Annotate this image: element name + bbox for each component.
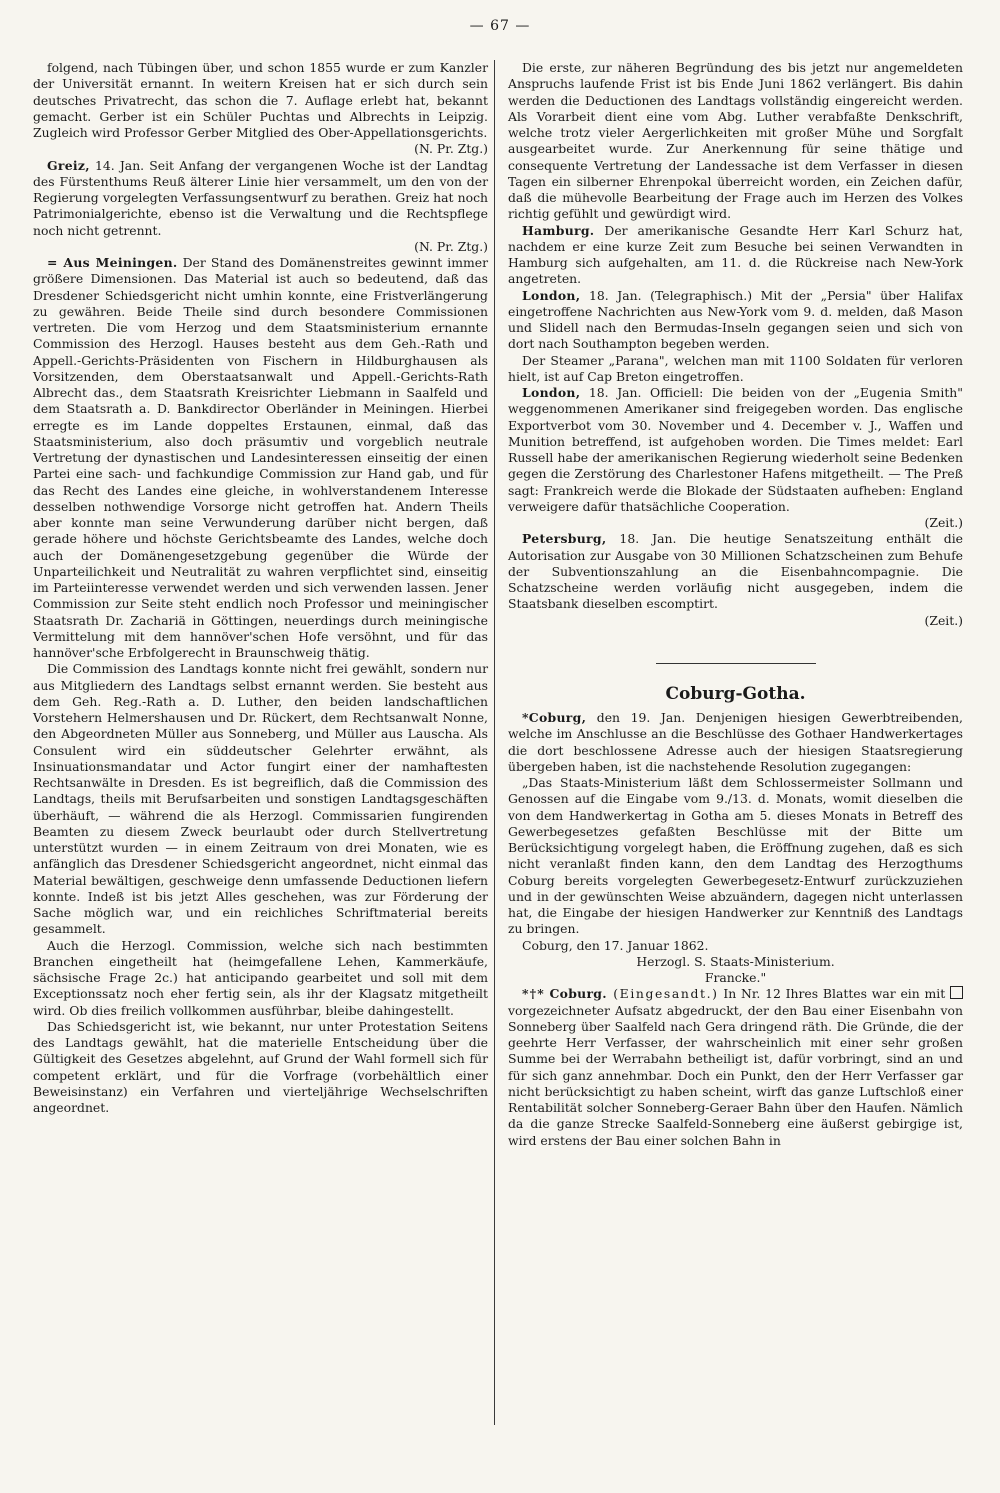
dateline-coburg: *†* Coburg.	[522, 986, 607, 1002]
article-steamer-parana: Der Steamer „Parana", welchen man mit 1100 Soldaten für verloren hielt, ist auf Cap Breton eingetroffen.	[508, 352, 963, 384]
resolution-date: Coburg, den 17. Januar 1862.	[522, 937, 709, 953]
source-citation: (N. Pr. Ztg.)	[414, 141, 488, 157]
article-petersburg: Petersburg, 18. Jan. Die heutige Senatszeitung enthält die Autorisation zur Ausgabe von 30 Millionen Schatzscheinen zum Behufe der Subventionszahlung an die Eisenbahncompagnie. Die Schatzscheine werden vorläufig nicht ausgegeben, indem die Staatsbank dieselben escomptirt.	[508, 531, 963, 612]
section-rule	[656, 663, 816, 664]
resolution-signature: Francke."	[704, 970, 767, 985]
resolution-text: „Das Staats-Ministerium läßt dem Schlossermeister Sollmann und Genossen auf die Eingabe vom 9./13. d. Monats, womit dieselben die von dem Handwerkertag in Gotha am 5. dieses Monats in Betreff des Gewerbegesetzes gefaßten Beschlüsse mit der Bitte um Berücksichtigung vorgelegt haben, die Eröffnung zugehen, daß es sich nicht veranlaßt finden kann, den dem Landtag des Herzogthums Coburg bereits vorgelegten Gewerbegesetz-Entwurf zurückzuziehen und in der gewünschten Weise abzuändern, dagegen nicht unterlassen hat, die Eingabe der hiesigen Handwerker zur Kenntniß des Landtags zu bringen.	[508, 775, 963, 937]
dateline-meiningen: = Aus Meiningen.	[47, 255, 178, 270]
article-tuebingen: folgend, nach Tübingen über, und schon 1855 wurde er zum Kanzler der Universität ernannt. In weitern Kreisen hat er sich durch sein deutsches Privatrecht, das schon die 7. Auflage erlebt hat, bekannt gemacht. Gerber ist ein Schüler Puchtas und Albrechts in Leipzig. Zugleich wird Professor Gerber Mitglied des Ober-Appellationsgerichts.	[33, 60, 488, 140]
dateline-coburg: *Coburg,	[522, 710, 587, 725]
label-eingesandt: (Eingesandt.)	[606, 986, 719, 1002]
article-meiningen: = Aus Meiningen. Der Stand des Domänenstreites gewinnt immer größere Dimensionen. Das Material ist auch so bedeutend, daß das Dresdener Schiedsgericht nicht umhin konnte, eine Fristverlängerung zu gewähren. Beide Theile sind durch besondere Commissionen vertreten. Die vom Herzog und dem Staatsministerium ernannte Commission des Herzogl. Hauses besteht aus dem Geh.-Rath und Appell.-Gerichts-Präsidenten von Fischern in Hildburghausen als Vorsitzenden, dem Oberstaatsanwalt und Appell.-Gerichts-Rath Albrecht das., dem Staatsrath Kreisrichter Liebmann in Saalfeld und dem Staatsrath a. D. Bankdirector Oberländer in Meiningen. Hierbei erregte es im Lande doppeltes Erstaunen, einmal, daß das Staatsministerium, also doch präsumtiv und vorgeblich neutrale Vertretung der dynastischen und Landesinteressen einseitig der einen Partei eine sach- und fachkundige Commission zur Hand gab, und für das Recht des Landes eine gleiche, in wohlverstandenem Interesse desselben nothwendige Vorsorge nicht getroffen hat. Andern Theils aber konnte man seine Verwunderung darüber nicht bergen, daß gerade höhere und höchste Gerichtsbeamte des Landes, welche doch auch der Domänengesetzgebung gegenüber die Würde der Unparteilichkeit und Neutralität zu wahren verpflichtet sind, einseitig im Parteiinteresse verwendet werden und sich verwenden lassen. Jener Commission zur Seite steht endlich noch Professor und meiningischer Staatsrath Dr. Zachariä in Göttingen, neuerdings durch meiningische Vermittelung mit dem hannöver'schen Hofe versöhnt, und für das hannöver'sche Erbfolgerecht in Braunschweig thätig.	[33, 255, 488, 660]
article-london-official: London, 18. Jan. Officiell: Die beiden von der „Eugenia Smith" weggenommenen Amerikaner sind freigegeben worden. Das englische Exportverbot vom 30. November und 4. December v. J., Waffen und Munition betreffend, ist aufgehoben worden. Die Times meldet: Earl Russell habe der amerikanischen Regierung wiederholt seine Bedenken gegen die Zerstörung des Charlestoner Hafens mitgetheilt. — The Preß sagt: Frankreich werde die Blokade der Südstaaten aufheben: England verweigere dafür thatsächliche Cooperation.	[508, 385, 963, 514]
article-coburg-eingesandt: *†* Coburg. (Eingesandt.) In Nr. 12 Ihres Blattes war ein mit vorgezeichneter Aufsatz abgedruckt, der den Bau einer Eisenbahn von Sonneberg über Saalfeld nach Gera dringend räth. Die Gründe, die der geehrte Herr Verfasser, der wahrscheinlich mit einer sehr großen Summe bei der Werrabahn betheiligt ist, dafür vorbringt, sind an und für sich ganz annehmbar. Doch ein Punkt, den der Herr Verfasser gar nicht berücksichtigt zu haben scheint, wirft das ganze Luftschloß einer Rentabilität solcher Sonneberg-Geraer Bahn über den Haufen. Nämlich da die ganze Strecke Saalfeld-Sonneberg eine äußerst gebirgige ist, wird erstens der Bau einer solchen Bahn in	[508, 986, 963, 1148]
source-citation: (Zeit.)	[924, 612, 963, 628]
dateline-london: London,	[522, 385, 581, 400]
article-schiedsgericht: Das Schiedsgericht ist, wie bekannt, nur unter Protestation Seitens des Landtags gewählt, hat die materielle Entscheidung über die Gültigkeit des Gesetzes abgelehnt, auf Grund der Wahl formell sich für competent erklärt, und für die Vorfrage (vorbehältlich einer Beweisinstanz) ein Verfahren und vierteljährige Wechselschriften angeordnet.	[33, 1018, 488, 1115]
dateline-petersburg: Petersburg,	[522, 531, 607, 547]
column-divider	[494, 60, 495, 1425]
left-column	[33, 60, 488, 1116]
page-number: — 67 —	[469, 18, 531, 34]
resolution-signatory: Herzogl. S. Staats-Ministerium.	[636, 953, 835, 969]
article-landtag-commission: Die Commission des Landtags konnte nicht frei gewählt, sondern nur aus Mitgliedern des Landtags selbst ernannt werden. Sie besteht aus dem Geh. Reg.-Rath a. D. Luther, den beiden landschaftlichen Vorstehern Helmershausen und Dr. Rückert, dem Rechtsanwalt Nonne, den Abgeordneten Müller aus Sonneberg, und Müller aus Lauscha. Als Consulent wird ein süddeutscher Gelehrter erwähnt, als Insinuationsmandatar und Actor fungirt einer der namhaftesten Rechtsanwälte in Dresden. Es ist begreiflich, daß die Commission des Landtags, theils mit Berufsarbeiten und sonstigen Landtagsgeschäften überhäuft, — während die als Herzogl. Commissarien fungirenden Beamten zu diesem Zweck beurlaubt oder durch Stellvertretung unterstützt wurden — in einem Zeitraum von drei Monaten, wie es anfänglich das Dresdener Schiedsgericht angeordnet, nicht einmal das Material bewältigen, geschweige denn umfassende Deductionen liefern konnte. Indeß ist bis jetzt Alles geschehen, was zur Förderung der Sache möglich war, und ein reichliches Schriftmaterial bereits gesammelt.	[33, 661, 488, 937]
right-column	[508, 60, 963, 1149]
article-herzogl-commission: Auch die Herzogl. Commission, welche sich nach bestimmten Branchen eingetheilt hat (heimgefallene Lehen, Kammerkäufe, sächsische Frage 2c.) hat anticipando gearbeitet und soll mit dem Exceptionssatz noch eher fertig sein, als ihr der Klagsatz mitgetheilt wird. Ob dies freilich vollkommen ausführbar, bleibe dahingestellt.	[33, 937, 488, 1018]
article-frist: Die erste, zur näheren Begründung des bis jetzt nur angemeldeten Anspruchs laufende Frist ist bis Ende Juni 1862 verlängert. Bis dahin werden die Deductionen des Landtags vollständig eingereicht werden. Als Vorarbeit dient eine vom Abg. Luther verabfaßte Denkschrift, welche trotz vieler Aergerlichkeiten mit großer Mühe und Sorgfalt ausgearbeitet wurde. Zur Anerkennung für seine thätige und consequente Vertretung der Landessache ist dem Verfasser in diesen Tagen ein silberner Ehrenpokal überreicht worden, ein Zeichen dafür, daß die mühevolle Bearbeitung der Frage auch im Herzen des Volkes richtig gefühlt und gewürdigt wird.	[508, 60, 963, 222]
source-citation: (N. Pr. Ztg.)	[414, 238, 488, 254]
source-citation: (Zeit.)	[924, 515, 963, 530]
dateline-london: London,	[522, 287, 581, 303]
article-greiz: Greiz, 14. Jan. Seit Anfang der vergangenen Woche ist der Landtag des Fürstenthums Reuß älterer Linie hier versammelt, um den von der Regierung vorgelegten Verfassungsentwurf zu berathen. Greiz hat noch Patrimonialgerichte, ebenso ist die Verwaltung und die Rechtspflege noch nicht getrennt.	[33, 157, 488, 238]
dateline-hamburg: Hamburg.	[522, 222, 595, 238]
dateline-greiz: Greiz,	[47, 157, 90, 173]
article-coburg-gewerbe: *Coburg, den 19. Jan. Denjenigen hiesigen Gewerbtreibenden, welche im Anschlusse an die Beschlüsse des Gothaer Handwerkertages die dort beschlossene Adresse auch der hiesigen Staatsregierung übergeben haben, ist die nachstehende Resolution zugegangen:	[508, 710, 963, 774]
section-heading-coburg-gotha: Coburg-Gotha.	[665, 683, 806, 704]
square-symbol-icon	[950, 986, 963, 999]
article-hamburg: Hamburg. Der amerikanische Gesandte Herr Karl Schurz hat, nachdem er eine kurze Zeit zum Besuche bei seinen Verwandten in Hamburg sich aufgehalten, am 11. d. die Rückreise nach New-York angetreten.	[508, 222, 963, 287]
article-london-telegraph: London, 18. Jan. (Telegraphisch.) Mit der „Persia" über Halifax eingetroffene Nachrichten aus New-York vom 9. d. melden, daß Mason und Slidell nach den Bermudas-Inseln gegangen seien und sich von dort nach Southampton begeben werden.	[508, 287, 963, 352]
